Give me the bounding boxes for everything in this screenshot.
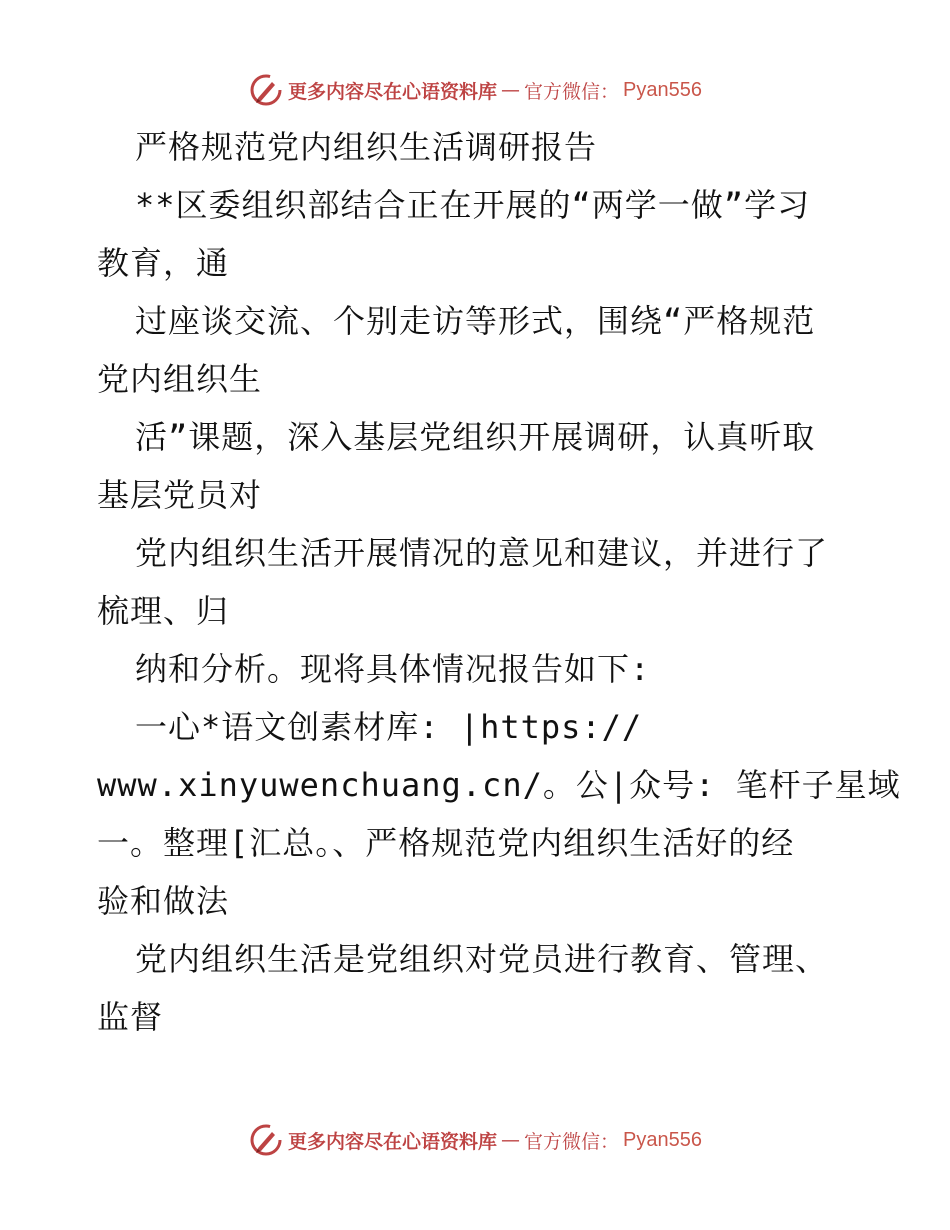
- text-line: www.xinyuwenchuang.cn/。公|众号: 笔杆子星域: [97, 766, 901, 804]
- text-line: 过座谈交流、个别走访等形式，围绕“严格规范: [135, 302, 816, 340]
- watermark-text: 更多内容尽在心语资料库: [288, 80, 498, 103]
- watermark-group: [248, 72, 702, 108]
- watermark-dash: —: [501, 79, 521, 101]
- text-line: 党内组织生: [97, 360, 263, 398]
- text-line: 一心*语文创素材库: |https://: [135, 708, 643, 746]
- text-line: 验和做法: [97, 882, 230, 920]
- text-line: 基层党员对: [97, 476, 263, 514]
- watermark-dash: —: [501, 1129, 521, 1151]
- text-line: 活”课题，深入基层党组织开展调研，认真听取: [135, 418, 816, 456]
- watermark-text: 更多内容尽在心语资料库: [288, 1130, 498, 1153]
- document-body: [97, 118, 901, 1046]
- document-title: 严格规范党内组织生活调研报告: [135, 128, 598, 166]
- text-line: 一。整理[汇总。、严格规范党内组织生活好的经: [97, 824, 795, 862]
- watermark-wechat-id: Pyan556: [623, 1128, 702, 1151]
- watermark-wechat-id: Pyan556: [623, 78, 702, 101]
- text-line: 党内组织生活是党组织对党员进行教育、管理、: [135, 940, 829, 978]
- text-line: **区委组织部结合正在开展的“两学一做”学习: [135, 186, 811, 224]
- text-line: 梳理、归: [97, 592, 230, 630]
- text-line: 教育，通: [97, 244, 230, 282]
- watermark-wechat-label: 官方微信：: [524, 80, 620, 103]
- text-line: 党内组织生活开展情况的意见和建议，并进行了: [135, 534, 829, 572]
- quill-logo-icon: [248, 1122, 284, 1158]
- watermark-group: [248, 1122, 702, 1158]
- text-line: 纳和分析。现将具体情况报告如下:: [135, 650, 651, 688]
- watermark-wechat-label: 官方微信：: [524, 1130, 620, 1153]
- text-line: 监督: [97, 998, 164, 1036]
- footer-watermark: [0, 1120, 950, 1160]
- header-watermark: [0, 70, 950, 110]
- quill-logo-icon: [248, 72, 284, 108]
